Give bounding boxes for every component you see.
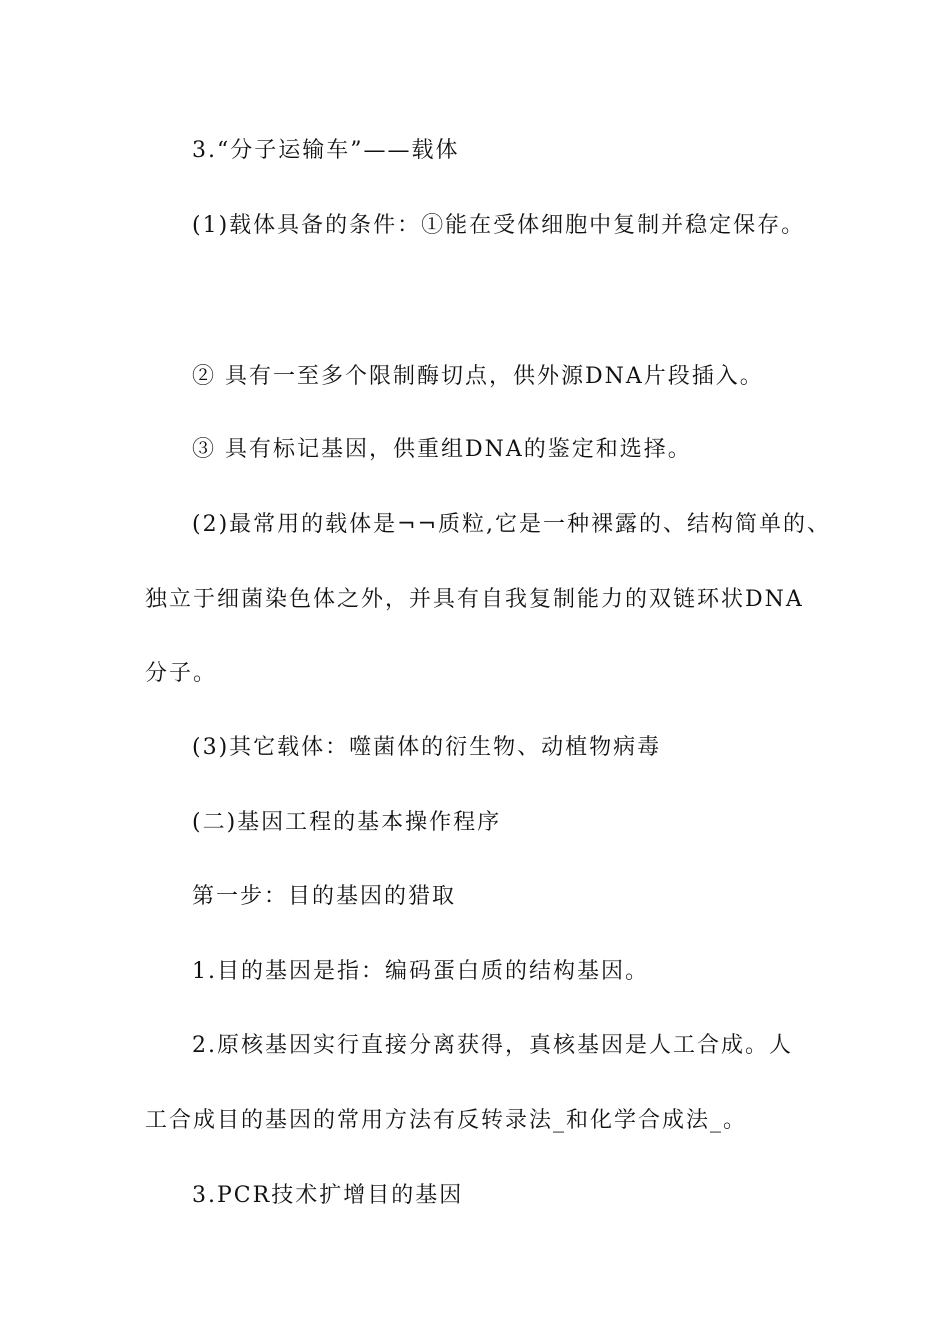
section-heading-procedure: (二)基因工程的基本操作程序 bbox=[192, 810, 502, 835]
step-heading: 第一步：目的基因的猎取 bbox=[192, 884, 457, 909]
paragraph-line: 工合成目的基因的常用方法有反转录法_和化学合成法_。 bbox=[145, 1108, 748, 1133]
paragraph-line: 2.原核基因实行直接分离获得，真核基因是人工合成。人 bbox=[192, 1033, 793, 1058]
paragraph-line: 分子。 bbox=[145, 661, 218, 686]
paragraph-line: 1.目的基因是指：编码蛋白质的结构基因。 bbox=[192, 959, 649, 984]
paragraph-line: 3.PCR技术扩增目的基因 bbox=[192, 1183, 464, 1208]
paragraph-line: ② 具有一至多个限制酶切点，供外源DNA片段插入。 bbox=[192, 364, 764, 389]
paragraph-line: (2)最常用的载体是¬¬质粒,它是一种裸露的、结构简单的、 bbox=[192, 512, 832, 537]
paragraph-line: ③ 具有标记基因，供重组DNA的鉴定和选择。 bbox=[192, 437, 692, 462]
paragraph-line: 独立于细菌染色体之外，并具有自我复制能力的双链环状DNA bbox=[145, 587, 804, 612]
paragraph-line: (1)载体具备的条件：①能在受体细胞中复制并稳定保存。 bbox=[192, 213, 806, 238]
section-heading-vector: 3.“分子运输车”——载体 bbox=[192, 138, 460, 163]
paragraph-line: (3)其它载体：噬菌体的衍生物、动植物病毒 bbox=[192, 735, 662, 760]
